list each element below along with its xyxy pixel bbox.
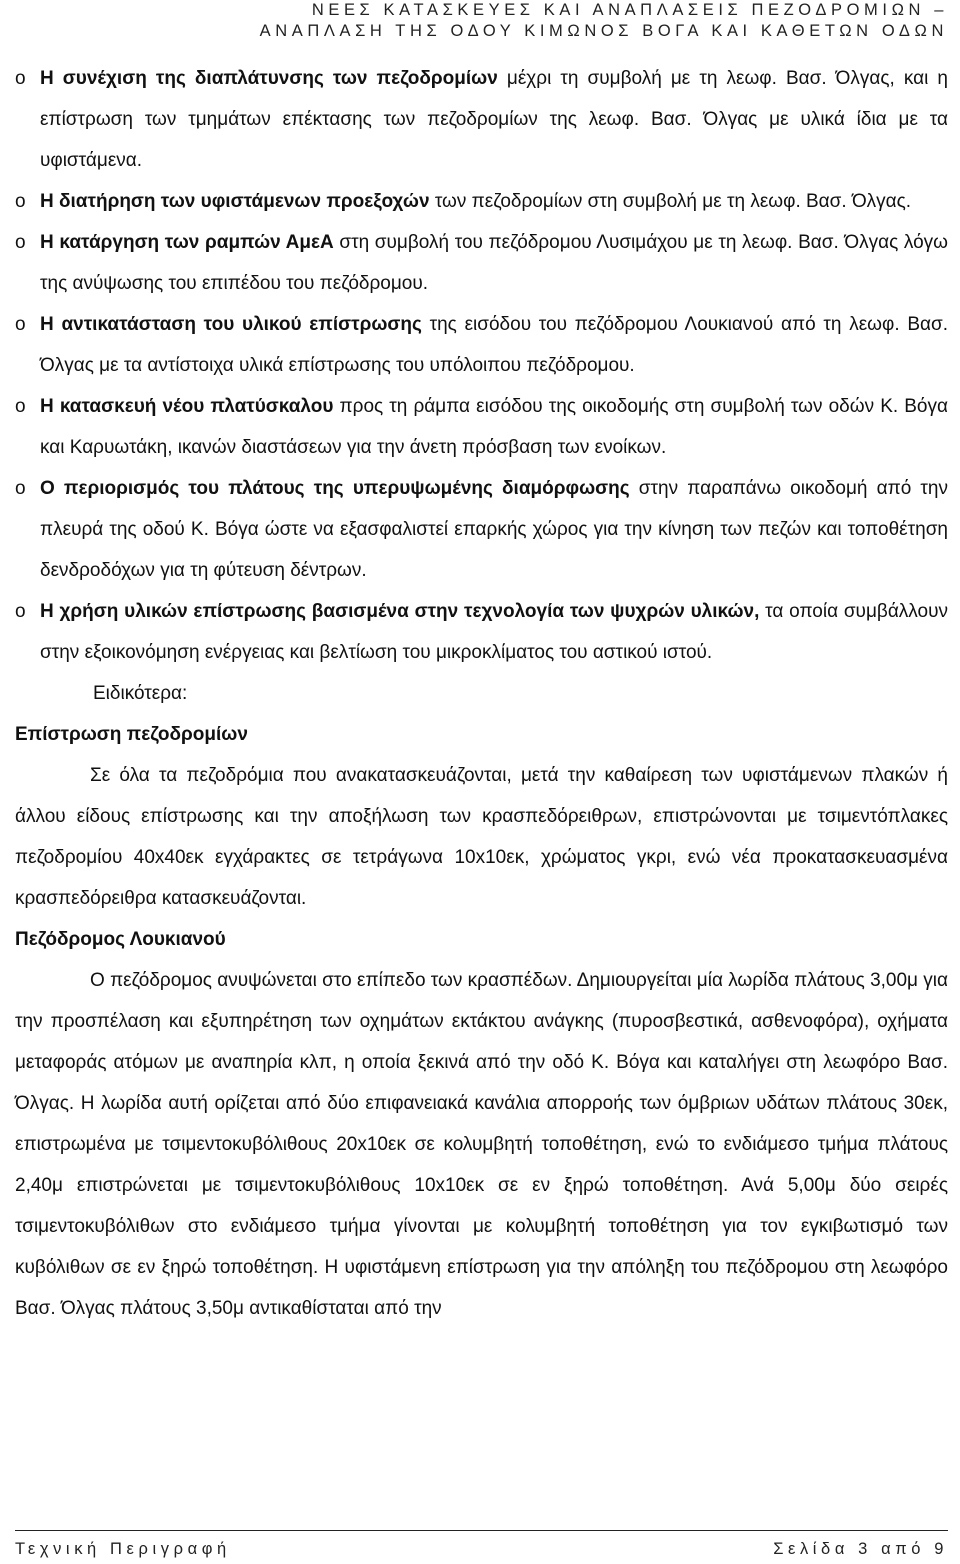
item-text: στην παραπάνω οικοδομή από την πλευρά της οδού Κ. Βόγα ώστε να εξασφαλιστεί επαρκής χώρος για την κίνηση των πεζών και τοποθέτηση δενδροδόχων για τη φύτευση δέντρων. — [40, 478, 949, 581]
item-text: των πεζοδρομίων στη συμβολή με τη λεωφ. Βασ. Όλγας. — [429, 191, 912, 212]
item-text: προς τη ράμπα εισόδου της οικοδομής στη συμβολή των οδών Κ. Βόγα και Καρυωτάκη, ικανών διαστάσεων για την άνετη πρόσβαση των ενοίκων. — [40, 396, 948, 458]
item-bold-text: Η διατήρηση των υφιστάμενων προεξοχών — [40, 191, 430, 212]
item-bold-text: Η κατάργηση των ραμπών ΑμεΑ — [40, 232, 334, 253]
bullet-icon: o — [15, 396, 26, 417]
header-line-2: ΑΝΑΠΛΑΣΗ ΤΗΣ ΟΔΟΥ ΚΙΜΩΝΟΣ ΒΟΓΑ ΚΑΙ ΚΑΘΕΤΩΝ ΟΔΩΝ — [259, 22, 948, 40]
item-text: της εισόδου του πεζόδρομου Λουκιανού από τη λεωφ. Βασ. Όλγας με τα αντίστοιχα υλικά επίστρωσης του υπόλοιπου πεζόδρομου. — [40, 314, 949, 376]
bullet-icon: o — [15, 68, 26, 89]
bullet-item — [15, 386, 948, 468]
bullet-item — [15, 304, 948, 386]
item-bold-text: Η αντικατάσταση του υλικού επίστρωσης — [40, 314, 422, 335]
section-heading-pavements: Επίστρωση πεζοδρομίων — [15, 724, 248, 745]
item-text: στη συμβολή του πεζόδρομου Λυσιμάχου με τη λεωφ. Βασ. Όλγας λόγω της ανύψωσης του επιπέδου του πεζόδρομου. — [40, 232, 948, 294]
footer-page-number: Σελίδα 3 από 9 — [773, 1540, 948, 1558]
bullet-item — [15, 222, 948, 304]
bullet-icon: o — [15, 314, 26, 335]
specifically-label: Ειδικότερα: — [93, 683, 188, 704]
bullet-icon: o — [15, 478, 26, 499]
bullet-item — [15, 181, 948, 222]
section-heading-loukianou: Πεζόδρομος Λουκιανού — [15, 929, 226, 950]
bullet-icon: o — [15, 191, 26, 212]
bullet-icon: o — [15, 232, 26, 253]
document-body — [15, 58, 948, 1329]
item-bold-text: Η χρήση υλικών επίστρωσης βασισμένα στην τεχνολογία των ψυχρών υλικών, — [40, 601, 760, 622]
bullet-icon: o — [15, 601, 26, 622]
bullet-item — [15, 591, 948, 673]
item-bold-text: Η κατασκευή νέου πλατύσκαλου — [40, 396, 334, 417]
bullet-item — [15, 58, 948, 181]
bullet-item — [15, 468, 948, 591]
header-line-1: ΝΕΕΣ ΚΑΤΑΣΚΕΥΕΣ ΚΑΙ ΑΝΑΠΛΑΣΕΙΣ ΠΕΖΟΔΡΟΜΙΩΝ – — [311, 1, 948, 19]
document-header — [260, 0, 948, 42]
footer-divider — [15, 1530, 948, 1531]
item-text: μέχρι τη συμβολή με τη λεωφ. Βασ. Όλγας, και η επίστρωση των τμημάτων επέκτασης των πεζοδρομίων της λεωφ. Βασ. Όλγας με υλικά ίδια με τα υφιστάμενα. — [40, 68, 948, 171]
item-text: τα οποία συμβάλλουν στην εξοικονόμηση ενέργειας και βελτίωση του μικροκλίματος του αστικού ιστού. — [40, 601, 948, 663]
section-paragraph-pavements: Σε όλα τα πεζοδρόμια που ανακατασκευάζονται, μετά την καθαίρεση των υφιστάμενων πλακών ή άλλου είδους επίστρωσης και την αποξήλωση των κρασπεδόρειθρων, επιστρώνονται με τσιμεντόπλακες πεζοδρομίου 40x40εκ εγχάρακτες σε τετράγωνα 10x10εκ, χρώματος γκρι, ενώ νέα προκατασκευασμένα κρασπεδόρειθρα κατασκευάζονται. — [15, 765, 948, 909]
item-bold-text: Ο περιορισμός του πλάτους της υπερυψωμένης διαμόρφωσης — [40, 478, 630, 499]
section-paragraph-loukianou: Ο πεζόδρομος ανυψώνεται στο επίπεδο των κρασπέδων. Δημιουργείται μία λωρίδα πλάτους 3,00μ για την προσπέλαση και εξυπηρέτηση των οχημάτων εκτάκτου ανάγκης (πυροσβεστικά, ασθενοφόρα), οχήματα μεταφοράς ατόμων με αναπηρία κλπ, η οποία ξεκινά από την οδό Κ. Βόγα και καταλήγει στη λεωφόρο Βασ. Όλγας. Η λωρίδα αυτή ορίζεται από δύο επιφανειακά κανάλια απορροής των όμβριων υδάτων πλάτους 30εκ, επιστρωμένα με τσιμεντοκυβόλιθους 20x10εκ σε κολυμβητή τοποθέτηση, ενώ το ενδιάμεσο τμήμα πλάτους 2,40μ επιστρώνεται με τσιμεντοκυβόλιθους 10x10εκ σε εν ξηρώ τοποθέτηση. Ανά 5,00μ δύο σειρές τσιμεντοκυβόλιθων στο ενδιάμεσο τμήμα γίνονται με κολυμβητή τοποθέτηση για τον εγκιβωτισμό των κυβόλιθων σε εν ξηρώ τοποθέτηση. Η υφιστάμενη επίστρωση για την απόληξη του πεζόδρομου στη λεωφόρο Βασ. Όλγας πλάτους 3,50μ αντικαθίσταται από την — [15, 970, 948, 1319]
item-bold-text: Η συνέχιση της διαπλάτυνσης των πεζοδρομίων — [40, 68, 498, 89]
footer-document-title: Τεχνική Περιγραφή — [15, 1540, 231, 1558]
